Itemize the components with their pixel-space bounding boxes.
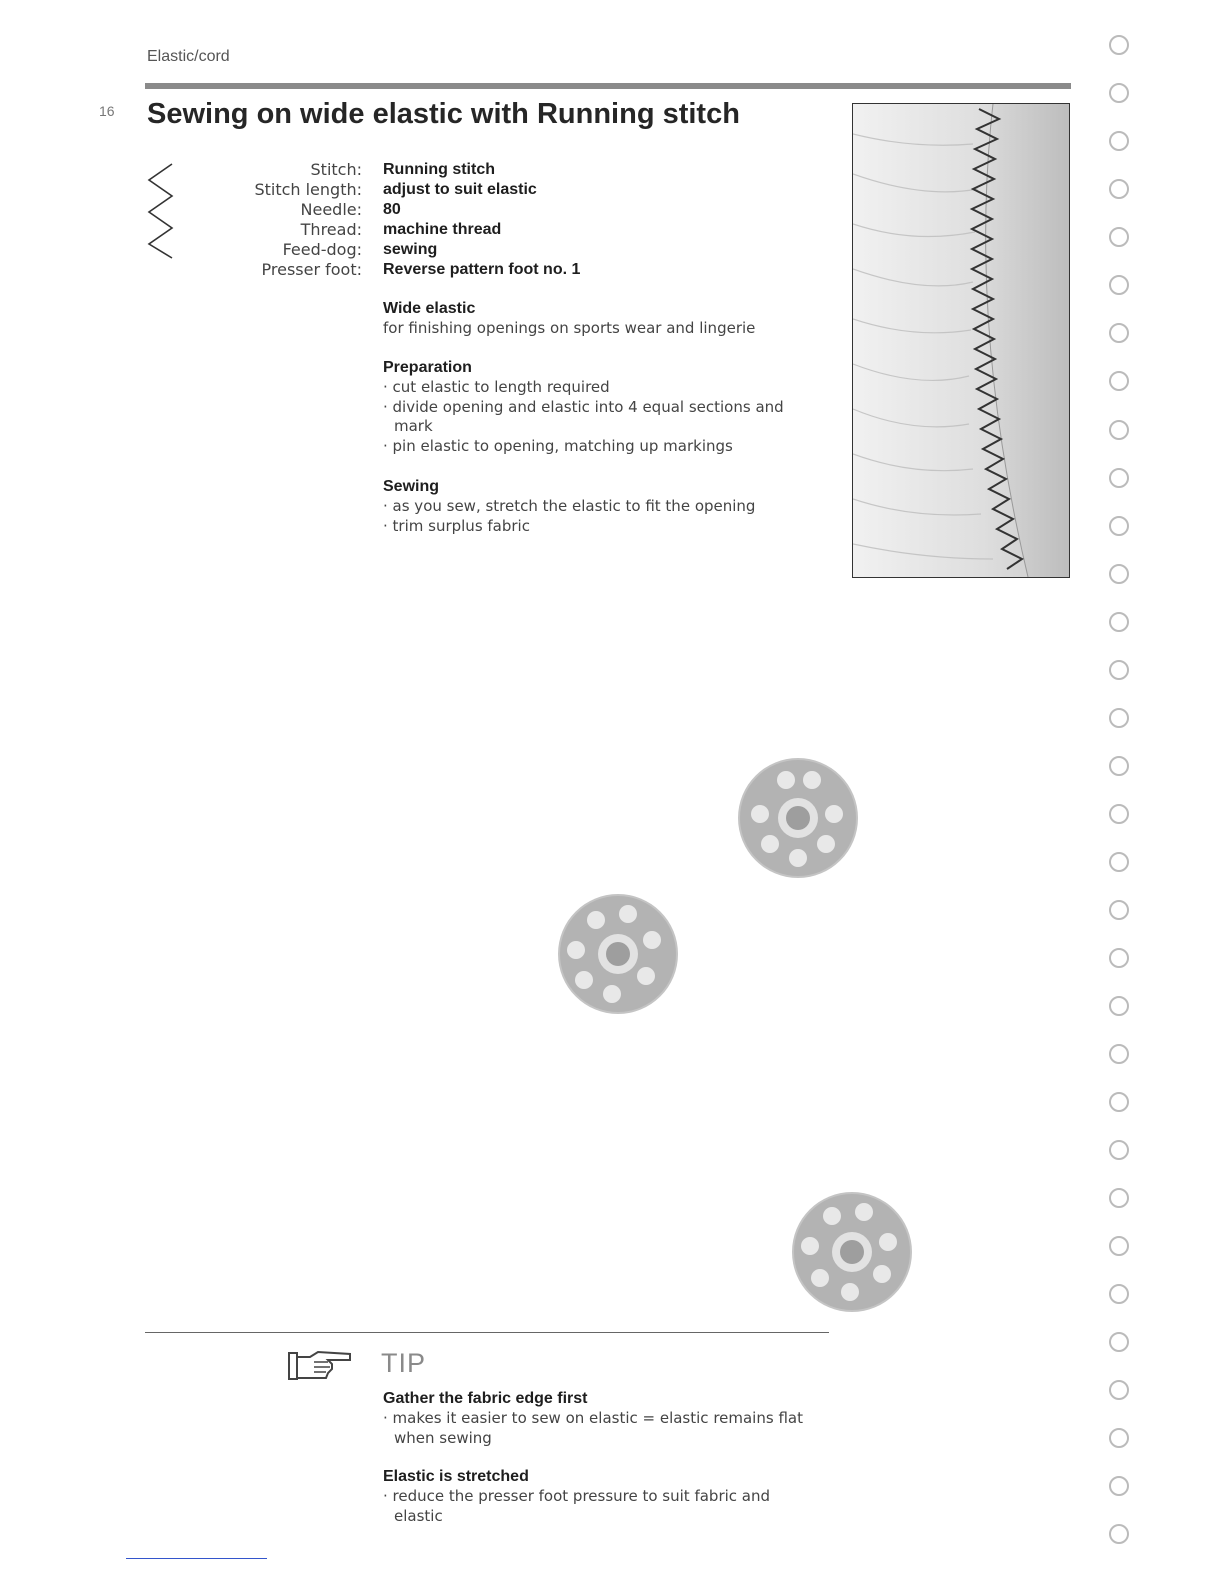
section-heading: Sewing (383, 478, 440, 495)
section-heading: Preparation (383, 359, 472, 376)
spec-label: Thread: (300, 220, 362, 239)
bobbin-image (736, 756, 860, 880)
bottom-underline (126, 1558, 267, 1559)
list-item: · cut elastic to length required (383, 378, 610, 396)
list-item: · pin elastic to opening, matching up markings (383, 436, 733, 455)
section-heading: Wide elastic (383, 300, 476, 317)
section-header: Elastic/cord (147, 48, 230, 65)
list-item: · as you sew, stretch the elastic to fit the opening (383, 497, 756, 515)
preparation-section (383, 358, 813, 456)
list-item: · trim surplus fabric (383, 516, 530, 535)
spec-value: machine thread (383, 221, 502, 238)
sewing-section (383, 477, 813, 536)
running-stitch-icon (146, 162, 176, 260)
page-number: 16 (99, 103, 115, 119)
spec-label: Stitch length: (254, 180, 362, 199)
spec-label: Needle: (300, 200, 362, 219)
bobbin-image (790, 1190, 914, 1314)
header-rule (145, 83, 1071, 89)
spec-values (383, 160, 580, 280)
binding-holes (1104, 0, 1134, 1584)
spec-value: Reverse pattern foot no. 1 (383, 261, 581, 278)
spec-value: adjust to suit elastic (383, 181, 537, 198)
bobbin-image (556, 892, 680, 1016)
tip-label: TIP (381, 1348, 427, 1378)
wide-elastic-section (383, 299, 813, 339)
spec-label: Presser foot: (261, 260, 362, 279)
section-text: for finishing openings on sports wear and lingerie (383, 319, 756, 337)
spec-value: sewing (383, 241, 438, 258)
section-heading: Gather the fabric edge first (383, 1390, 588, 1407)
spec-label: Stitch: (310, 160, 362, 179)
list-item: · divide opening and elastic into 4 equal sections and mark (383, 397, 784, 435)
tip-divider (145, 1332, 829, 1333)
spec-labels (200, 160, 362, 280)
list-item: · reduce the presser foot pressure to suit fabric and elastic (383, 1487, 771, 1525)
page-title: Sewing on wide elastic with Running stitch (147, 98, 740, 130)
spec-label: Feed-dog: (282, 240, 362, 259)
section-heading: Elastic is stretched (383, 1468, 529, 1485)
list-item: · makes it easier to sew on elastic = elastic remains flat when sewing (383, 1409, 803, 1447)
elastic-photo (852, 103, 1070, 578)
tip-block-1 (383, 1389, 823, 1448)
spec-value: Running stitch (383, 161, 495, 178)
spec-value: 80 (383, 201, 401, 218)
pointing-hand-icon (288, 1349, 354, 1383)
tip-block-2 (383, 1467, 823, 1526)
